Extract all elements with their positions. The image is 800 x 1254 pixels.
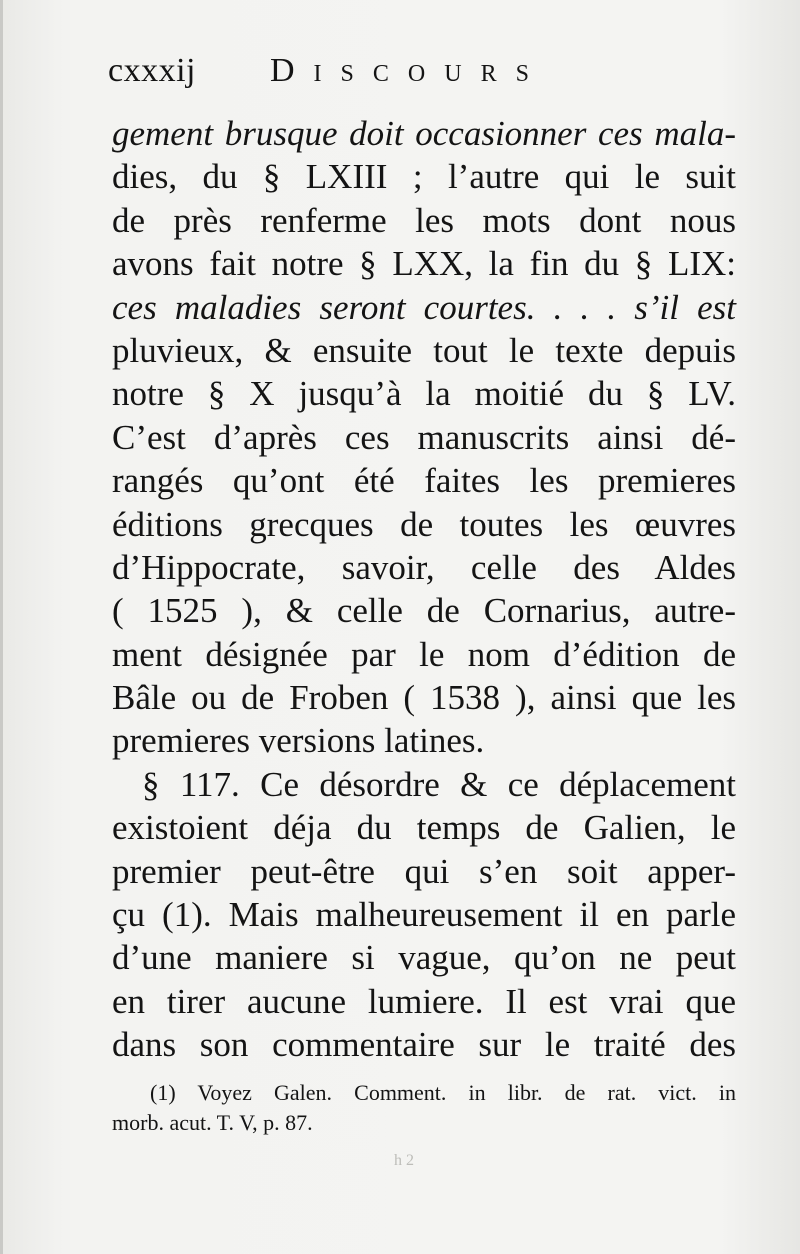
text-line: premier peut-être qui s’en soit apper-	[112, 851, 736, 891]
text-line: existoient déja du temps de Galien, le	[112, 808, 736, 848]
text-line: gement brusque doit occasionner ces mala-	[112, 114, 736, 153]
text-line: d’une maniere si vague, qu’on ne peut	[112, 938, 736, 978]
text-line: notre § X jusqu’à la moitié du § LV.	[112, 374, 736, 414]
section-start-line: § 117. Ce désordre & ce déplacement	[142, 764, 736, 804]
body-text	[112, 112, 736, 1067]
signature-mark: h 2	[394, 1152, 414, 1169]
text-line: premieres versions latines.	[112, 721, 485, 761]
text-line: rangés qu’ont été faites les premieres	[112, 461, 736, 501]
text-line: dies, du § LXIII ; l’autre qui le suit	[112, 157, 736, 197]
text-line: pluvieux, & ensuite tout le texte depuis	[112, 330, 736, 370]
text-line: en tirer aucune lumiere. Il est vrai que	[112, 981, 736, 1021]
footnote-line: (1) Voyez Galen. Comment. in libr. de rat. vict. in	[150, 1080, 736, 1105]
footnote-line: morb. acut. T. V, p. 87.	[112, 1110, 313, 1135]
text-line: Bâle ou de Froben ( 1538 ), ainsi que les	[112, 678, 736, 718]
page-edge	[0, 0, 3, 1254]
text-line: C’est d’après ces manuscrits ainsi dé-	[112, 417, 736, 457]
page-number: cxxxij	[108, 52, 196, 89]
text-line: d’Hippocrate, savoir, celle des Aldes	[112, 547, 736, 587]
page-header	[108, 52, 728, 102]
footnote	[112, 1078, 736, 1138]
text-line: éditions grecques de toutes les œuvres	[112, 504, 736, 544]
running-title: Discours	[270, 52, 548, 89]
text-line: ment désignée par le nom d’édition de	[112, 634, 736, 674]
text-line: ( 1525 ), & celle de Cornarius, autre-	[112, 591, 736, 631]
text-line: ces maladies seront courtes. . . . s’il est	[112, 287, 736, 327]
text-line: avons fait notre § LXX, la fin du § LIX:	[112, 244, 736, 284]
text-line: de près renferme les mots dont nous	[112, 200, 736, 240]
text-line: dans son commentaire sur le traité des	[112, 1025, 736, 1065]
text-line: çu (1). Mais malheureusement il en parle	[112, 895, 736, 935]
